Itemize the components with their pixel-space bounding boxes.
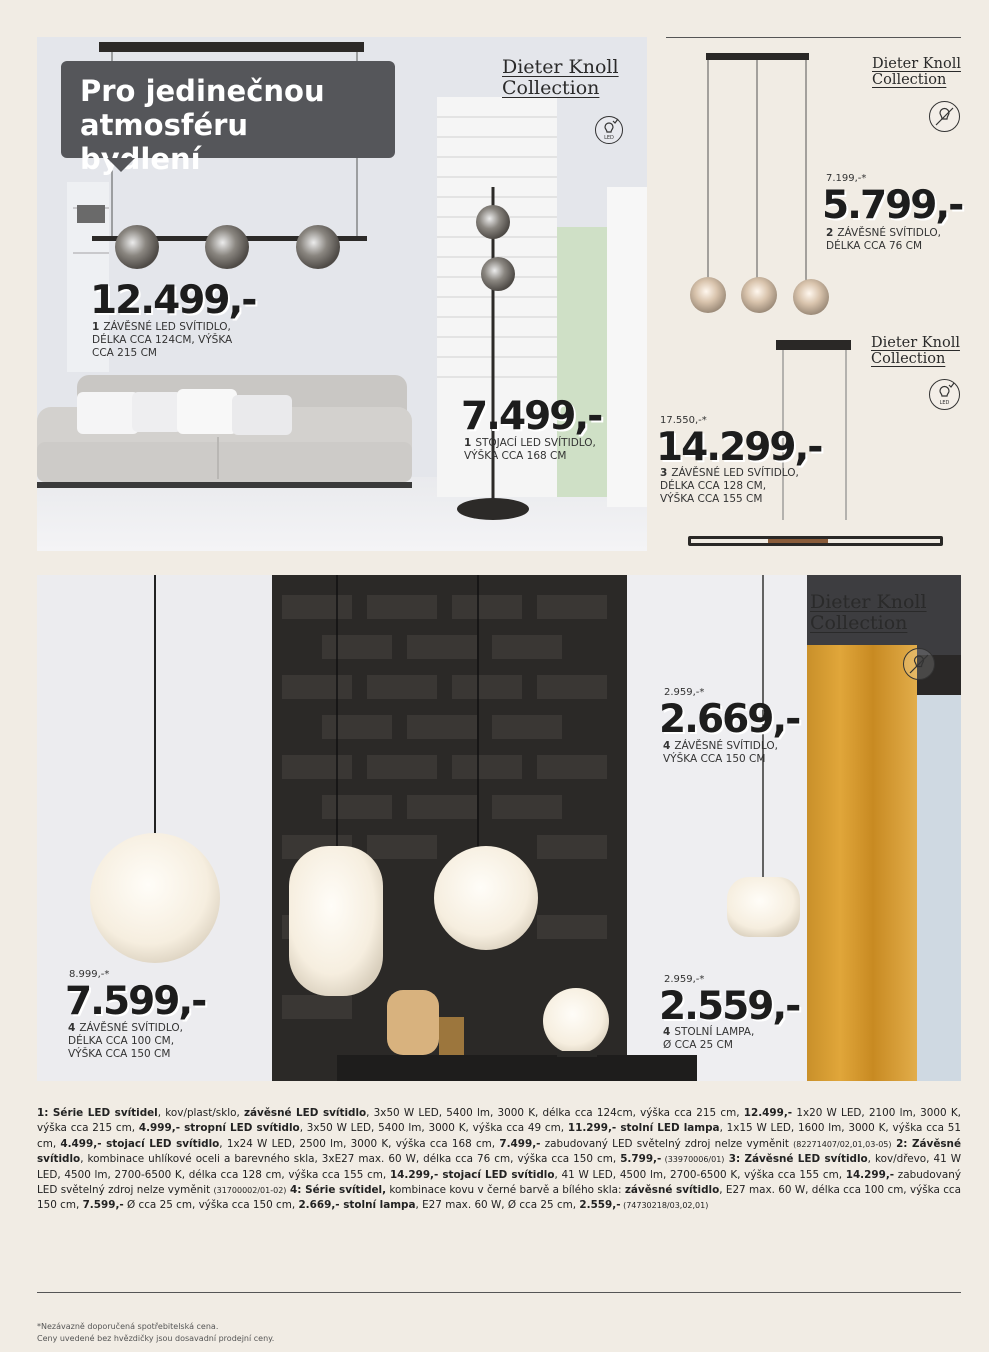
desc-line: VÝŠKA CCA 168 CM bbox=[464, 450, 567, 463]
detail-text: , 1x24 W LED, 2500 lm, 3000 K, výška cca 168 cm, bbox=[219, 1137, 500, 1150]
pendant-description bbox=[92, 321, 232, 360]
article-code: (74730218/03,02,01) bbox=[620, 1201, 709, 1211]
detail-text: , E27 max. 60 W, délka cca 100 cm, výška cca 150 cm, bbox=[37, 1183, 961, 1212]
footer-divider bbox=[37, 1292, 961, 1293]
headline-line: Pro jedinečnou bbox=[80, 74, 325, 108]
top-divider bbox=[666, 37, 961, 38]
footnote: Ceny uvedené bez hvězdičky jsou dosavadní prodejní ceny. bbox=[37, 1334, 275, 1343]
desc-line: DÉLKA CCA 76 CM bbox=[826, 240, 923, 253]
product-name: stolní LED lampa bbox=[616, 1122, 720, 1135]
article-code: (82271407/02,01,03-05) bbox=[793, 1139, 892, 1149]
price-pendant: 12.499,- bbox=[90, 278, 256, 323]
inline-price: 4.499,- bbox=[60, 1137, 102, 1150]
section-3-label: 3: Závěsné LED svítidlo bbox=[724, 1153, 868, 1166]
brand-subtitle: Collection bbox=[871, 350, 946, 367]
inline-price: 2.559,- bbox=[579, 1199, 621, 1212]
svg-text:LED: LED bbox=[604, 135, 614, 141]
desc-line: ZÁVĚSNÉ SVÍTIDLO, bbox=[674, 740, 778, 752]
product-number: 1 bbox=[464, 437, 472, 449]
desc-line: Ø CCA 25 CM bbox=[663, 1039, 733, 1052]
brand-name: Dieter Knoll bbox=[810, 591, 927, 613]
desc-line: ZÁVĚSNÉ LED SVÍTIDLO, bbox=[103, 321, 231, 333]
headline-line: atmosféru bydlení bbox=[80, 107, 249, 176]
price-pendant-3: 14.299,- bbox=[656, 425, 822, 470]
product-number: 2 bbox=[826, 227, 834, 239]
price-table-lamp: 2.559,- bbox=[659, 984, 800, 1029]
detail-text: , kov/plast/sklo, bbox=[157, 1107, 244, 1119]
no-led-bulb-icon bbox=[929, 101, 960, 132]
product-number: 1 bbox=[92, 321, 100, 333]
globe-pendant-description bbox=[68, 1022, 183, 1061]
desc-line: ZÁVĚSNÉ SVÍTIDLO, bbox=[79, 1022, 183, 1034]
desc-line: STOLNÍ LAMPA, bbox=[674, 1026, 755, 1038]
brand-logo bbox=[871, 336, 960, 367]
product-number: 4 bbox=[68, 1022, 76, 1034]
detail-text: , kombinace uhlíkové oceli a barevného skla, 3xE27 max. 60 W, délka cca 76 cm, výška cca 150 cm, bbox=[80, 1153, 621, 1166]
pendant-3-description bbox=[660, 467, 799, 506]
product-name: stropní LED svítidlo bbox=[180, 1122, 300, 1135]
detail-text: kombinace kovu v černé barvě a bílého skla: bbox=[386, 1183, 625, 1196]
price-pendant-2: 5.799,- bbox=[822, 183, 963, 228]
desc-line: ZÁVĚSNÉ SVÍTIDLO, bbox=[837, 227, 941, 239]
no-led-bulb-icon bbox=[903, 648, 935, 680]
detail-text: , 3x50 W LED, 5400 lm, 3000 K, výška cca 49 cm, bbox=[299, 1122, 568, 1135]
inline-price: 14.299,- bbox=[845, 1168, 895, 1181]
product-number: 3 bbox=[660, 467, 668, 479]
section-1-label: 1: Série LED svítidel bbox=[37, 1107, 158, 1119]
brand-name: Dieter Knoll bbox=[502, 56, 619, 78]
old-price: 2.959,-* bbox=[664, 974, 705, 985]
detail-text: , 41 W LED, 4500 lm, 2700-6500 K, výška cca 155 cm, bbox=[554, 1168, 846, 1181]
desc-line: VÝŠKA CCA 150 CM bbox=[68, 1048, 171, 1061]
pendant-2-description bbox=[826, 227, 941, 253]
product-details-text bbox=[37, 1106, 961, 1214]
detail-text: zabudovaný LED světelný zdroj nelze vyměnit bbox=[37, 1168, 961, 1196]
inline-price: 2.669,- bbox=[298, 1199, 340, 1212]
detail-text: zabudovaný LED světelný zdroj nelze vyměnit bbox=[540, 1137, 794, 1150]
product-name: stojací LED svítidlo bbox=[438, 1168, 555, 1181]
product-number: 4 bbox=[663, 740, 671, 752]
desc-line: DÉLKA CCA 100 CM, bbox=[68, 1035, 175, 1048]
section-4-label: 4: Série svítidel, bbox=[286, 1183, 387, 1196]
desc-line: STOJACÍ LED SVÍTIDLO, bbox=[475, 437, 596, 449]
brand-logo bbox=[502, 57, 619, 98]
brand-subtitle: Collection bbox=[872, 71, 947, 88]
led-bulb-icon bbox=[595, 116, 623, 144]
detail-text: , E27 max. 60 W, Ø cca 25 cm, bbox=[415, 1199, 580, 1212]
product-name: stolní lampa bbox=[339, 1199, 416, 1212]
headline-callout bbox=[61, 61, 395, 176]
section-2-label: 2: Závěsné svítidlo bbox=[37, 1137, 961, 1166]
price-small-pendant: 2.669,- bbox=[659, 697, 800, 742]
brand-name: Dieter Knoll bbox=[871, 335, 960, 351]
old-price: 7.199,-* bbox=[826, 173, 867, 184]
desc-line: DÉLKA CCA 128 CM, bbox=[660, 480, 767, 493]
product-name: stojací LED svítidlo bbox=[101, 1137, 220, 1150]
svg-text:LED: LED bbox=[939, 400, 950, 406]
led-bulb-icon bbox=[929, 379, 960, 410]
old-price: 2.959,-* bbox=[664, 687, 705, 698]
detail-text: 1x20 W LED, 2100 lm, 3000 K, výška cca 215 cm, bbox=[37, 1107, 961, 1135]
inline-price: 12.499,- bbox=[743, 1107, 793, 1119]
small-pendant-description bbox=[663, 740, 778, 766]
inline-price: 11.299,- bbox=[567, 1122, 617, 1135]
brand-name: Dieter Knoll bbox=[872, 56, 961, 72]
inline-price: 4.999,- bbox=[138, 1122, 181, 1135]
inline-price: 5.799,- bbox=[620, 1153, 662, 1166]
floor-lamp-description bbox=[464, 437, 596, 463]
dark-photo-panel bbox=[37, 575, 961, 1081]
brand-logo bbox=[872, 57, 961, 88]
footnote: *Nezávazně doporučená spotřebitelská cena. bbox=[37, 1322, 219, 1331]
desc-line: ZÁVĚSNÉ LED SVÍTIDLO, bbox=[671, 467, 799, 479]
detail-text: Ø cca 25 cm, výška cca 150 cm, bbox=[123, 1199, 299, 1212]
brand-logo bbox=[810, 592, 927, 633]
old-price: 17.550,-* bbox=[660, 415, 707, 426]
desc-line: DÉLKA CCA 124CM, VÝŠKA bbox=[92, 334, 233, 347]
old-price: 8.999,-* bbox=[69, 969, 110, 980]
article-code: (33970006/01) bbox=[661, 1155, 725, 1165]
article-code: (31700002/01-02) bbox=[213, 1185, 287, 1195]
inline-price: 14.299,- bbox=[389, 1168, 439, 1181]
desc-line: VÝŠKA CCA 150 CM bbox=[663, 753, 766, 766]
inline-price: 7.499,- bbox=[499, 1137, 541, 1150]
detail-text: , kov/dřevo, 41 W LED, 4500 lm, 2700-6500 K, délka cca 128 cm, výška cca 155 cm, bbox=[37, 1153, 961, 1181]
desc-line: VÝŠKA CCA 155 CM bbox=[660, 493, 763, 506]
inline-price: 7.599,- bbox=[82, 1199, 124, 1212]
desc-line: CCA 215 CM bbox=[92, 347, 157, 360]
product-name: závěsné LED svítidlo bbox=[244, 1107, 367, 1119]
product-name: závěsné svítidlo bbox=[624, 1183, 720, 1196]
product-number: 4 bbox=[663, 1026, 671, 1038]
detail-text: , 3x50 W LED, 5400 lm, 3000 K, délka cca 124cm, výška cca 215 cm, bbox=[366, 1107, 744, 1119]
brand-subtitle: Collection bbox=[810, 611, 908, 634]
brand-subtitle: Collection bbox=[502, 76, 600, 99]
table-lamp-description bbox=[663, 1026, 754, 1052]
price-floor-lamp: 7.499,- bbox=[461, 394, 602, 439]
detail-text: , 1x15 W LED, 1600 lm, 3000 K, výška cca 51 cm, bbox=[37, 1122, 962, 1150]
price-globe-pendant: 7.599,- bbox=[65, 979, 206, 1024]
